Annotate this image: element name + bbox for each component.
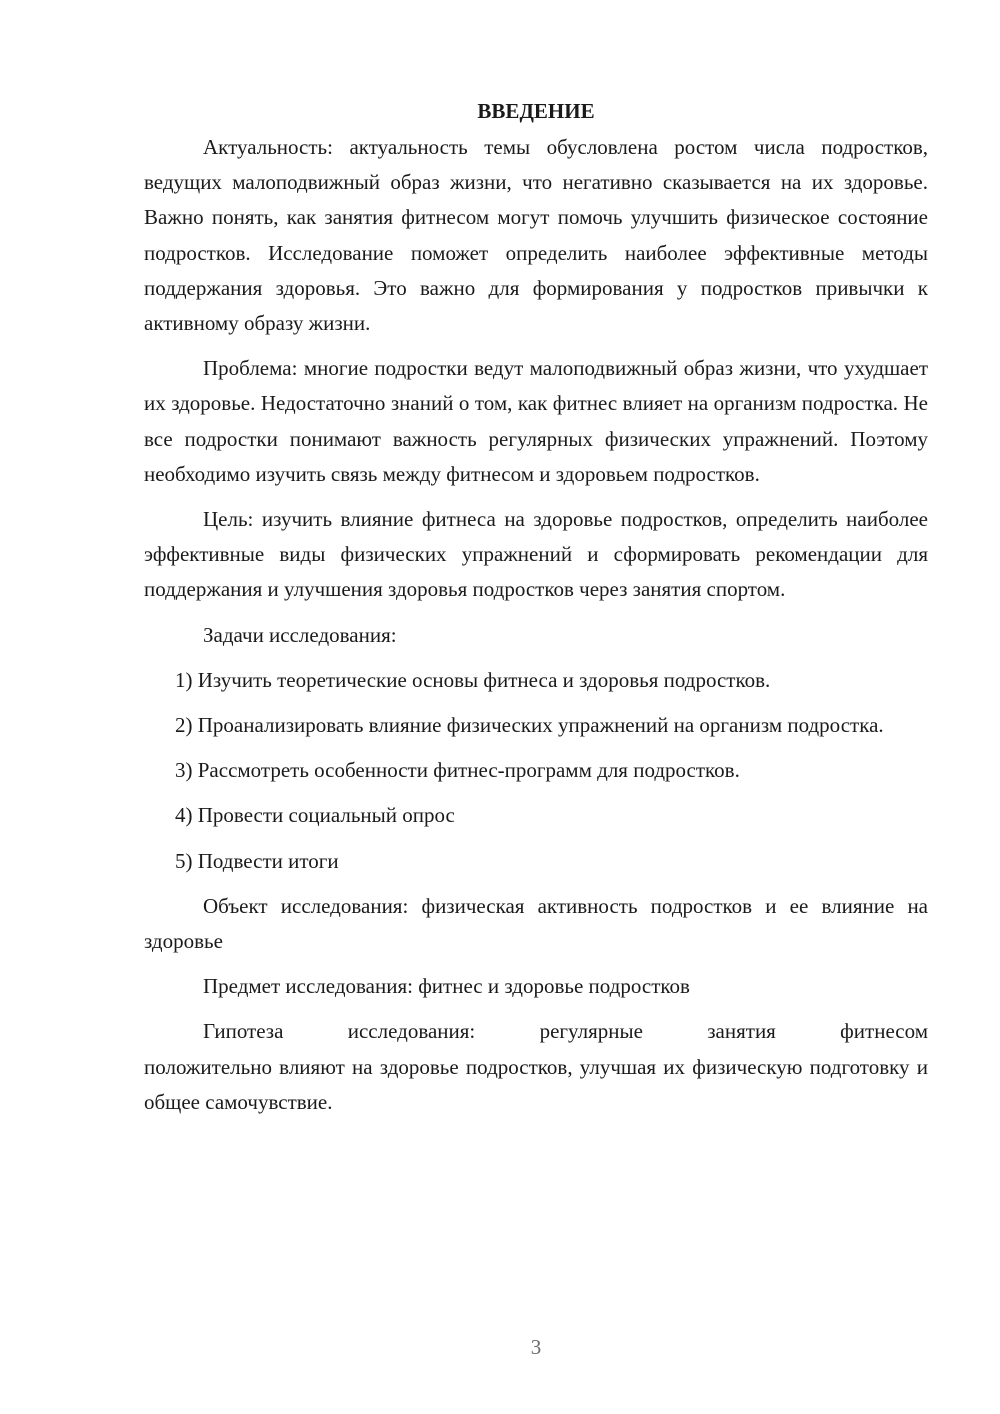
paragraph-relevance: Актуальность: актуальность темы обусловлена ростом числа подростков, ведущих малоподвижный образ жизни, что негативно сказывается на их здоровье. Важно понять, как занятия фитнесом могут помочь улучшить физическое состояние подростков. Исследование поможет определить наиболее эффективные методы поддержания здоровья. Это важно для формирования у подростков привычки к активному образу жизни. (144, 135, 928, 336)
document-page (144, 96, 928, 1130)
task-item-4: 4) Провести социальный опрос (175, 803, 455, 828)
paragraph-subject: Предмет исследования: фитнес и здоровье подростков (203, 974, 690, 999)
hypothesis-first-line: Гипотеза исследования: регулярные занятия фитнесом (203, 1019, 928, 1044)
task-item-1: 1) Изучить теоретические основы фитнеса и здоровья подростков. (175, 667, 771, 692)
tasks-title: Задачи исследования: (203, 622, 397, 647)
task-item-2: 2) Проанализировать влияние физических упражнений на организм подростка. (175, 713, 884, 738)
paragraph-goal: Цель: изучить влияние фитнеса на здоровье подростков, определить наиболее эффективные виды физических упражнений и сформировать рекомендации для поддержания и улучшения здоровья подростков через занятия спортом. (144, 507, 928, 602)
section-heading: ВВЕДЕНИЕ (477, 99, 595, 123)
paragraph-problem: Проблема: многие подростки ведут малоподвижный образ жизни, что ухудшает их здоровье. Недостаточно знаний о том, как фитнес влияет на организм подростка. Не все подростки понимают важность регулярных физических упражнений. Поэтому необходимо изучить связь между фитнесом и здоровьем подростков. (144, 356, 928, 486)
task-item-5: 5) Подвести итоги (175, 848, 339, 873)
paragraph-object: Объект исследования: физическая активность подростков и ее влияние на здоровье (144, 893, 928, 954)
page-number: 3 (530, 1335, 542, 1359)
paragraph-hypothesis (144, 1014, 928, 1120)
hypothesis-rest: положительно влияют на здоровье подростков, улучшая их физическую подготовку и общее самочувствие. (144, 1054, 928, 1114)
task-item-3: 3) Рассмотреть особенности фитнес-программ для подростков. (175, 758, 740, 783)
